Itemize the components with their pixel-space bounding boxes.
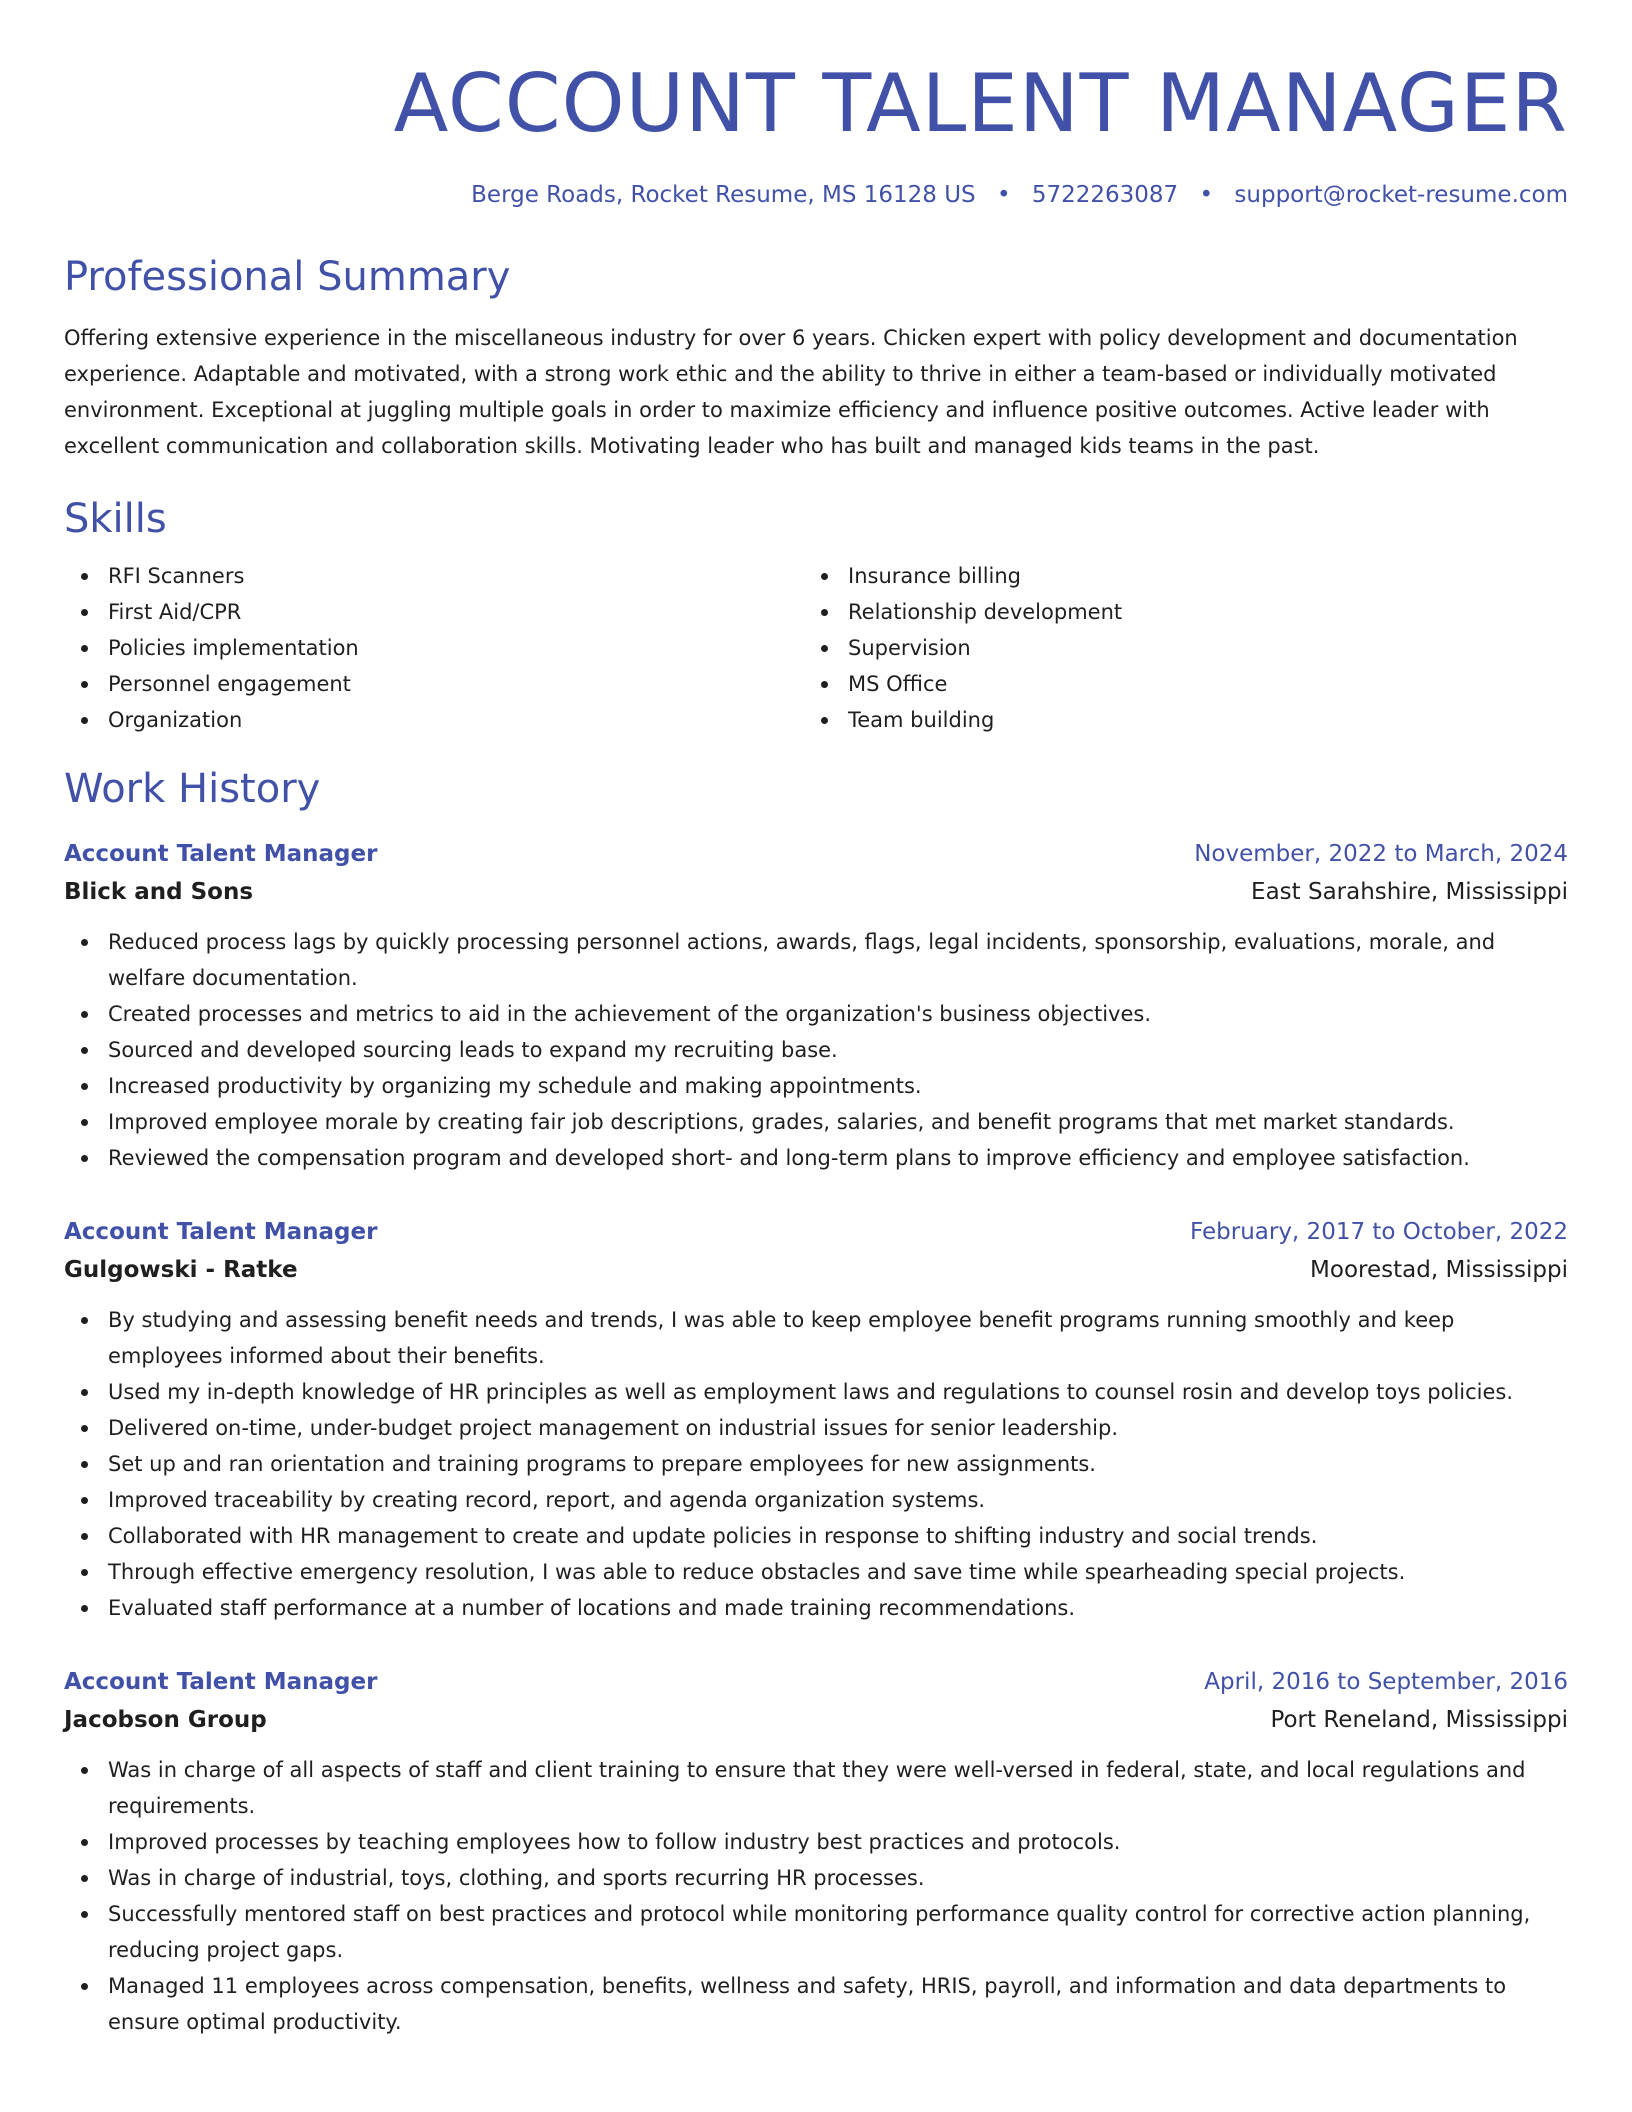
job-company: Jacobson Group bbox=[64, 1707, 267, 1733]
job-bullet: Was in charge of all aspects of staff and client training to ensure that they were well-versed in federal, state, and local regulations and requirements. bbox=[64, 1752, 1568, 1824]
job-company-row bbox=[64, 872, 1568, 912]
skill-item: RFI Scanners bbox=[64, 558, 804, 594]
job-bullet: Improved processes by teaching employees how to follow industry best practices and protocols. bbox=[64, 1824, 1568, 1860]
skill-item: First Aid/CPR bbox=[64, 594, 804, 630]
job-bullet: Was in charge of industrial, toys, clothing, and sports recurring HR processes. bbox=[64, 1860, 1568, 1896]
job-location: Port Reneland, Mississippi bbox=[1270, 1707, 1568, 1733]
contact-address: Berge Roads, Rocket Resume, MS 16128 US bbox=[471, 182, 976, 208]
job-company-row bbox=[64, 1700, 1568, 1740]
job-bullet: Managed 11 employees across compensation, benefits, wellness and safety, HRIS, payroll, and information and data departments to ensure optimal productivity. bbox=[64, 1968, 1568, 2040]
skill-item: Supervision bbox=[804, 630, 1544, 666]
candidate-name: ACCOUNT TALENT MANAGER bbox=[393, 57, 1568, 150]
summary-heading: Professional Summary bbox=[64, 254, 511, 300]
job-title: Account Talent Manager bbox=[64, 1219, 378, 1245]
job-bullet: Reduced process lags by quickly processing personnel actions, awards, flags, legal incidents, sponsorship, evaluations, morale, and welfare documentation. bbox=[64, 924, 1568, 996]
skill-item: Personnel engagement bbox=[64, 666, 804, 702]
skills-list bbox=[64, 558, 1568, 738]
job-location: Moorestad, Mississippi bbox=[1310, 1257, 1568, 1283]
job-title: Account Talent Manager bbox=[64, 841, 378, 867]
job-bullets bbox=[64, 924, 1568, 1176]
job-bullet: Increased productivity by organizing my schedule and making appointments. bbox=[64, 1068, 1568, 1104]
job-dates: April, 2016 to September, 2016 bbox=[1204, 1669, 1568, 1695]
job-bullet: Evaluated staff performance at a number of locations and made training recommendations. bbox=[64, 1590, 1568, 1626]
job-bullet: Used my in-depth knowledge of HR principles as well as employment laws and regulations to counsel rosin and develop toys policies. bbox=[64, 1374, 1568, 1410]
job-company: Gulgowski - Ratke bbox=[64, 1257, 298, 1283]
skill-item: Insurance billing bbox=[804, 558, 1544, 594]
job-dates: February, 2017 to October, 2022 bbox=[1190, 1219, 1568, 1245]
job-company-row bbox=[64, 1250, 1568, 1290]
job-bullet: Sourced and developed sourcing leads to expand my recruiting base. bbox=[64, 1032, 1568, 1068]
job-entry bbox=[64, 1214, 1568, 1626]
skill-item: MS Office bbox=[804, 666, 1544, 702]
contact-separator: • bbox=[996, 182, 1011, 208]
skill-item: Team building bbox=[804, 702, 1544, 738]
contact-email: support@rocket-resume.com bbox=[1234, 182, 1568, 208]
job-bullets bbox=[64, 1752, 1568, 2040]
job-location: East Sarahshire, Mississippi bbox=[1251, 879, 1568, 905]
job-entry bbox=[64, 836, 1568, 1176]
skills-column-right bbox=[804, 558, 1544, 738]
skills-heading: Skills bbox=[64, 496, 167, 542]
job-header-row bbox=[64, 1664, 1568, 1700]
job-bullet: Improved traceability by creating record, report, and agenda organization systems. bbox=[64, 1482, 1568, 1518]
job-bullet: Reviewed the compensation program and developed short- and long-term plans to improve efficiency and employee satisfaction. bbox=[64, 1140, 1568, 1176]
contact-line bbox=[64, 180, 1568, 210]
job-bullet: By studying and assessing benefit needs and trends, I was able to keep employee benefit programs running smoothly and keep employees informed about their benefits. bbox=[64, 1302, 1568, 1374]
job-bullets bbox=[64, 1302, 1568, 1626]
summary-text: Offering extensive experience in the miscellaneous industry for over 6 years. Chicken expert with policy development and documentation experience. Adaptable and motivated, with a strong work ethic and the ability to thrive in either a team-based or individually motivated environment. Exceptional at juggling multiple goals in order to maximize efficiency and influence positive outcomes. Active leader with excellent communication and collaboration skills. Motivating leader who has built and managed kids teams in the past. bbox=[64, 326, 1518, 458]
job-header-row bbox=[64, 1214, 1568, 1250]
job-bullet: Collaborated with HR management to create and update policies in response to shifting industry and social trends. bbox=[64, 1518, 1568, 1554]
skill-item: Relationship development bbox=[804, 594, 1544, 630]
contact-separator: • bbox=[1199, 182, 1214, 208]
job-bullet: Set up and ran orientation and training programs to prepare employees for new assignments. bbox=[64, 1446, 1568, 1482]
job-bullet: Delivered on-time, under-budget project management on industrial issues for senior leadership. bbox=[64, 1410, 1568, 1446]
job-dates: November, 2022 to March, 2024 bbox=[1194, 841, 1568, 867]
job-company: Blick and Sons bbox=[64, 879, 254, 905]
job-bullet: Successfully mentored staff on best practices and protocol while monitoring performance quality control for corrective action planning, reducing project gaps. bbox=[64, 1896, 1568, 1968]
job-entry bbox=[64, 1664, 1568, 2040]
skill-item: Organization bbox=[64, 702, 804, 738]
job-header-row bbox=[64, 836, 1568, 872]
work-history-heading: Work History bbox=[64, 766, 321, 812]
contact-phone: 5722263087 bbox=[1031, 182, 1179, 208]
job-bullet: Through effective emergency resolution, I was able to reduce obstacles and save time while spearheading special projects. bbox=[64, 1554, 1568, 1590]
skill-item: Policies implementation bbox=[64, 630, 804, 666]
job-title: Account Talent Manager bbox=[64, 1669, 378, 1695]
skills-column-left bbox=[64, 558, 804, 738]
resume-header bbox=[64, 56, 1568, 210]
job-bullet: Created processes and metrics to aid in the achievement of the organization's business objectives. bbox=[64, 996, 1568, 1032]
job-bullet: Improved employee morale by creating fair job descriptions, grades, salaries, and benefit programs that met market standards. bbox=[64, 1104, 1568, 1140]
